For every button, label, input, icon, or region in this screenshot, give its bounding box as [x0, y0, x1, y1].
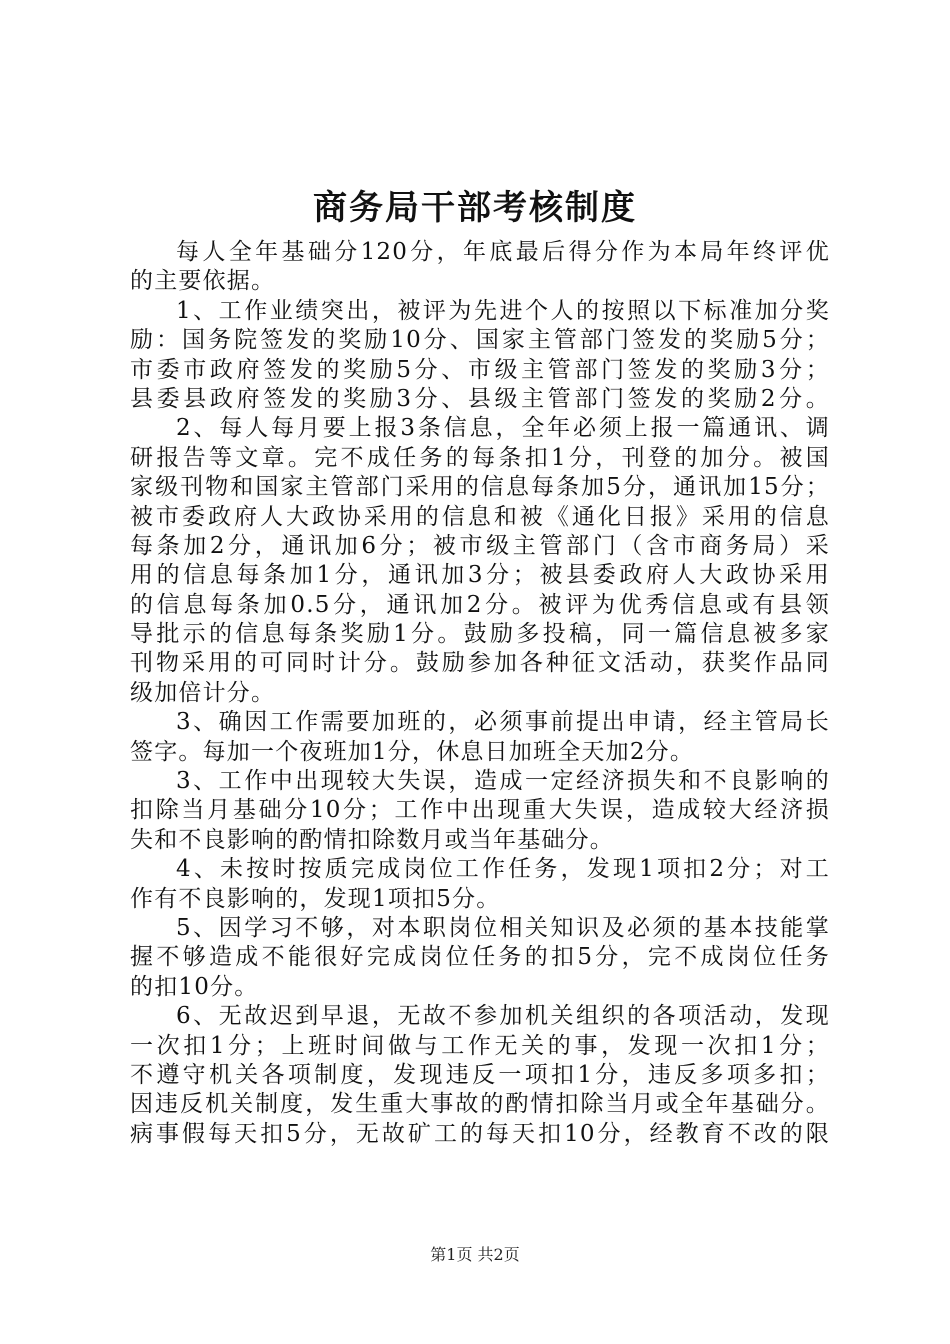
paragraph-line: 不遵守机关各项制度，发现违反一项扣1分，违反多项多扣； — [130, 1061, 830, 1088]
paragraph-line: 3、确因工作需要加班的，必须事前提出申请，经主管局长 — [176, 709, 830, 736]
paragraph-line: 签字。每加一个夜班加1分，休息日加班全天加2分。 — [130, 738, 695, 765]
paragraph-line: 2、每人每月要上报3条信息，全年必须上报一篇通讯、调 — [176, 415, 830, 442]
paragraph-line: 6、无故迟到早退，无故不参加机关组织的各项活动，发现 — [176, 1003, 830, 1030]
paragraph-line: 握不够造成不能很好完成岗位任务的扣5分，完不成岗位任务 — [130, 944, 830, 971]
paragraph-line: 被市委政府人大政协采用的信息和被《通化日报》采用的信息 — [130, 503, 830, 530]
paragraph-line: 病事假每天扣5分，无故矿工的每天扣10分，经教育不改的限 — [130, 1120, 830, 1147]
paragraph-line: 刊物采用的可同时计分。鼓励参加各种征文活动，获奖作品同 — [130, 650, 830, 677]
paragraph-line: 市委市政府签发的奖励5分、市级主管部门签发的奖励3分； — [130, 356, 830, 383]
paragraph-line: 失和不良影响的酌情扣除数月或当年基础分。 — [130, 826, 614, 853]
document-body — [130, 238, 830, 1149]
document-title: 商务局干部考核制度 — [313, 188, 637, 228]
paragraph-line: 5、因学习不够，对本职岗位相关知识及必须的基本技能掌 — [176, 914, 830, 941]
paragraph-line: 3、工作中出现较大失误，造成一定经济损失和不良影响的 — [176, 768, 830, 795]
paragraph-line: 4、未按时按质完成岗位工作任务，发现1项扣2分；对工 — [176, 856, 830, 883]
paragraph-line: 研报告等文章。完不成任务的每条扣1分，刊登的加分。被国 — [130, 444, 830, 471]
paragraph-line: 1、工作业绩突出，被评为先进个人的按照以下标准加分奖 — [176, 297, 830, 324]
paragraph-line: 因违反机关制度，发生重大事故的酌情扣除当月或全年基础分。 — [130, 1091, 830, 1118]
paragraph-line: 用的信息每条加1分，通讯加3分；被县委政府人大政协采用 — [130, 562, 830, 589]
paragraph-line: 每人全年基础分120分，年底最后得分作为本局年终评优 — [176, 239, 830, 265]
paragraph-line: 扣除当月基础分10分；工作中出现重大失误，造成较大经济损 — [130, 797, 830, 824]
paragraph-line: 每条加2分，通讯加6分；被市级主管部门（含市商务局）采 — [130, 532, 830, 559]
page-number-footer: 第1页 共2页 — [430, 1245, 520, 1264]
paragraph-line: 的主要依据。 — [130, 268, 276, 295]
paragraph-line: 家级刊物和国家主管部门采用的信息每条加5分，通讯加15分； — [130, 474, 830, 501]
paragraph-line: 级加倍计分。 — [130, 679, 276, 706]
paragraph-line: 一次扣1分；上班时间做与工作无关的事，发现一次扣1分； — [130, 1032, 830, 1059]
paragraph-line: 作有不良影响的，发现1项扣5分。 — [130, 885, 501, 912]
paragraph-line: 县委县政府签发的奖励3分、县级主管部门签发的奖励2分。 — [130, 385, 830, 412]
paragraph-line: 的信息每条加0.5分，通讯加2分。被评为优秀信息或有县领 — [130, 591, 830, 618]
paragraph-line: 导批示的信息每条奖励1分。鼓励多投稿，同一篇信息被多家 — [130, 621, 830, 648]
paragraph-line: 的扣10分。 — [130, 973, 259, 1000]
paragraph-line: 励：国务院签发的奖励10分、国家主管部门签发的奖励5分； — [130, 327, 830, 354]
